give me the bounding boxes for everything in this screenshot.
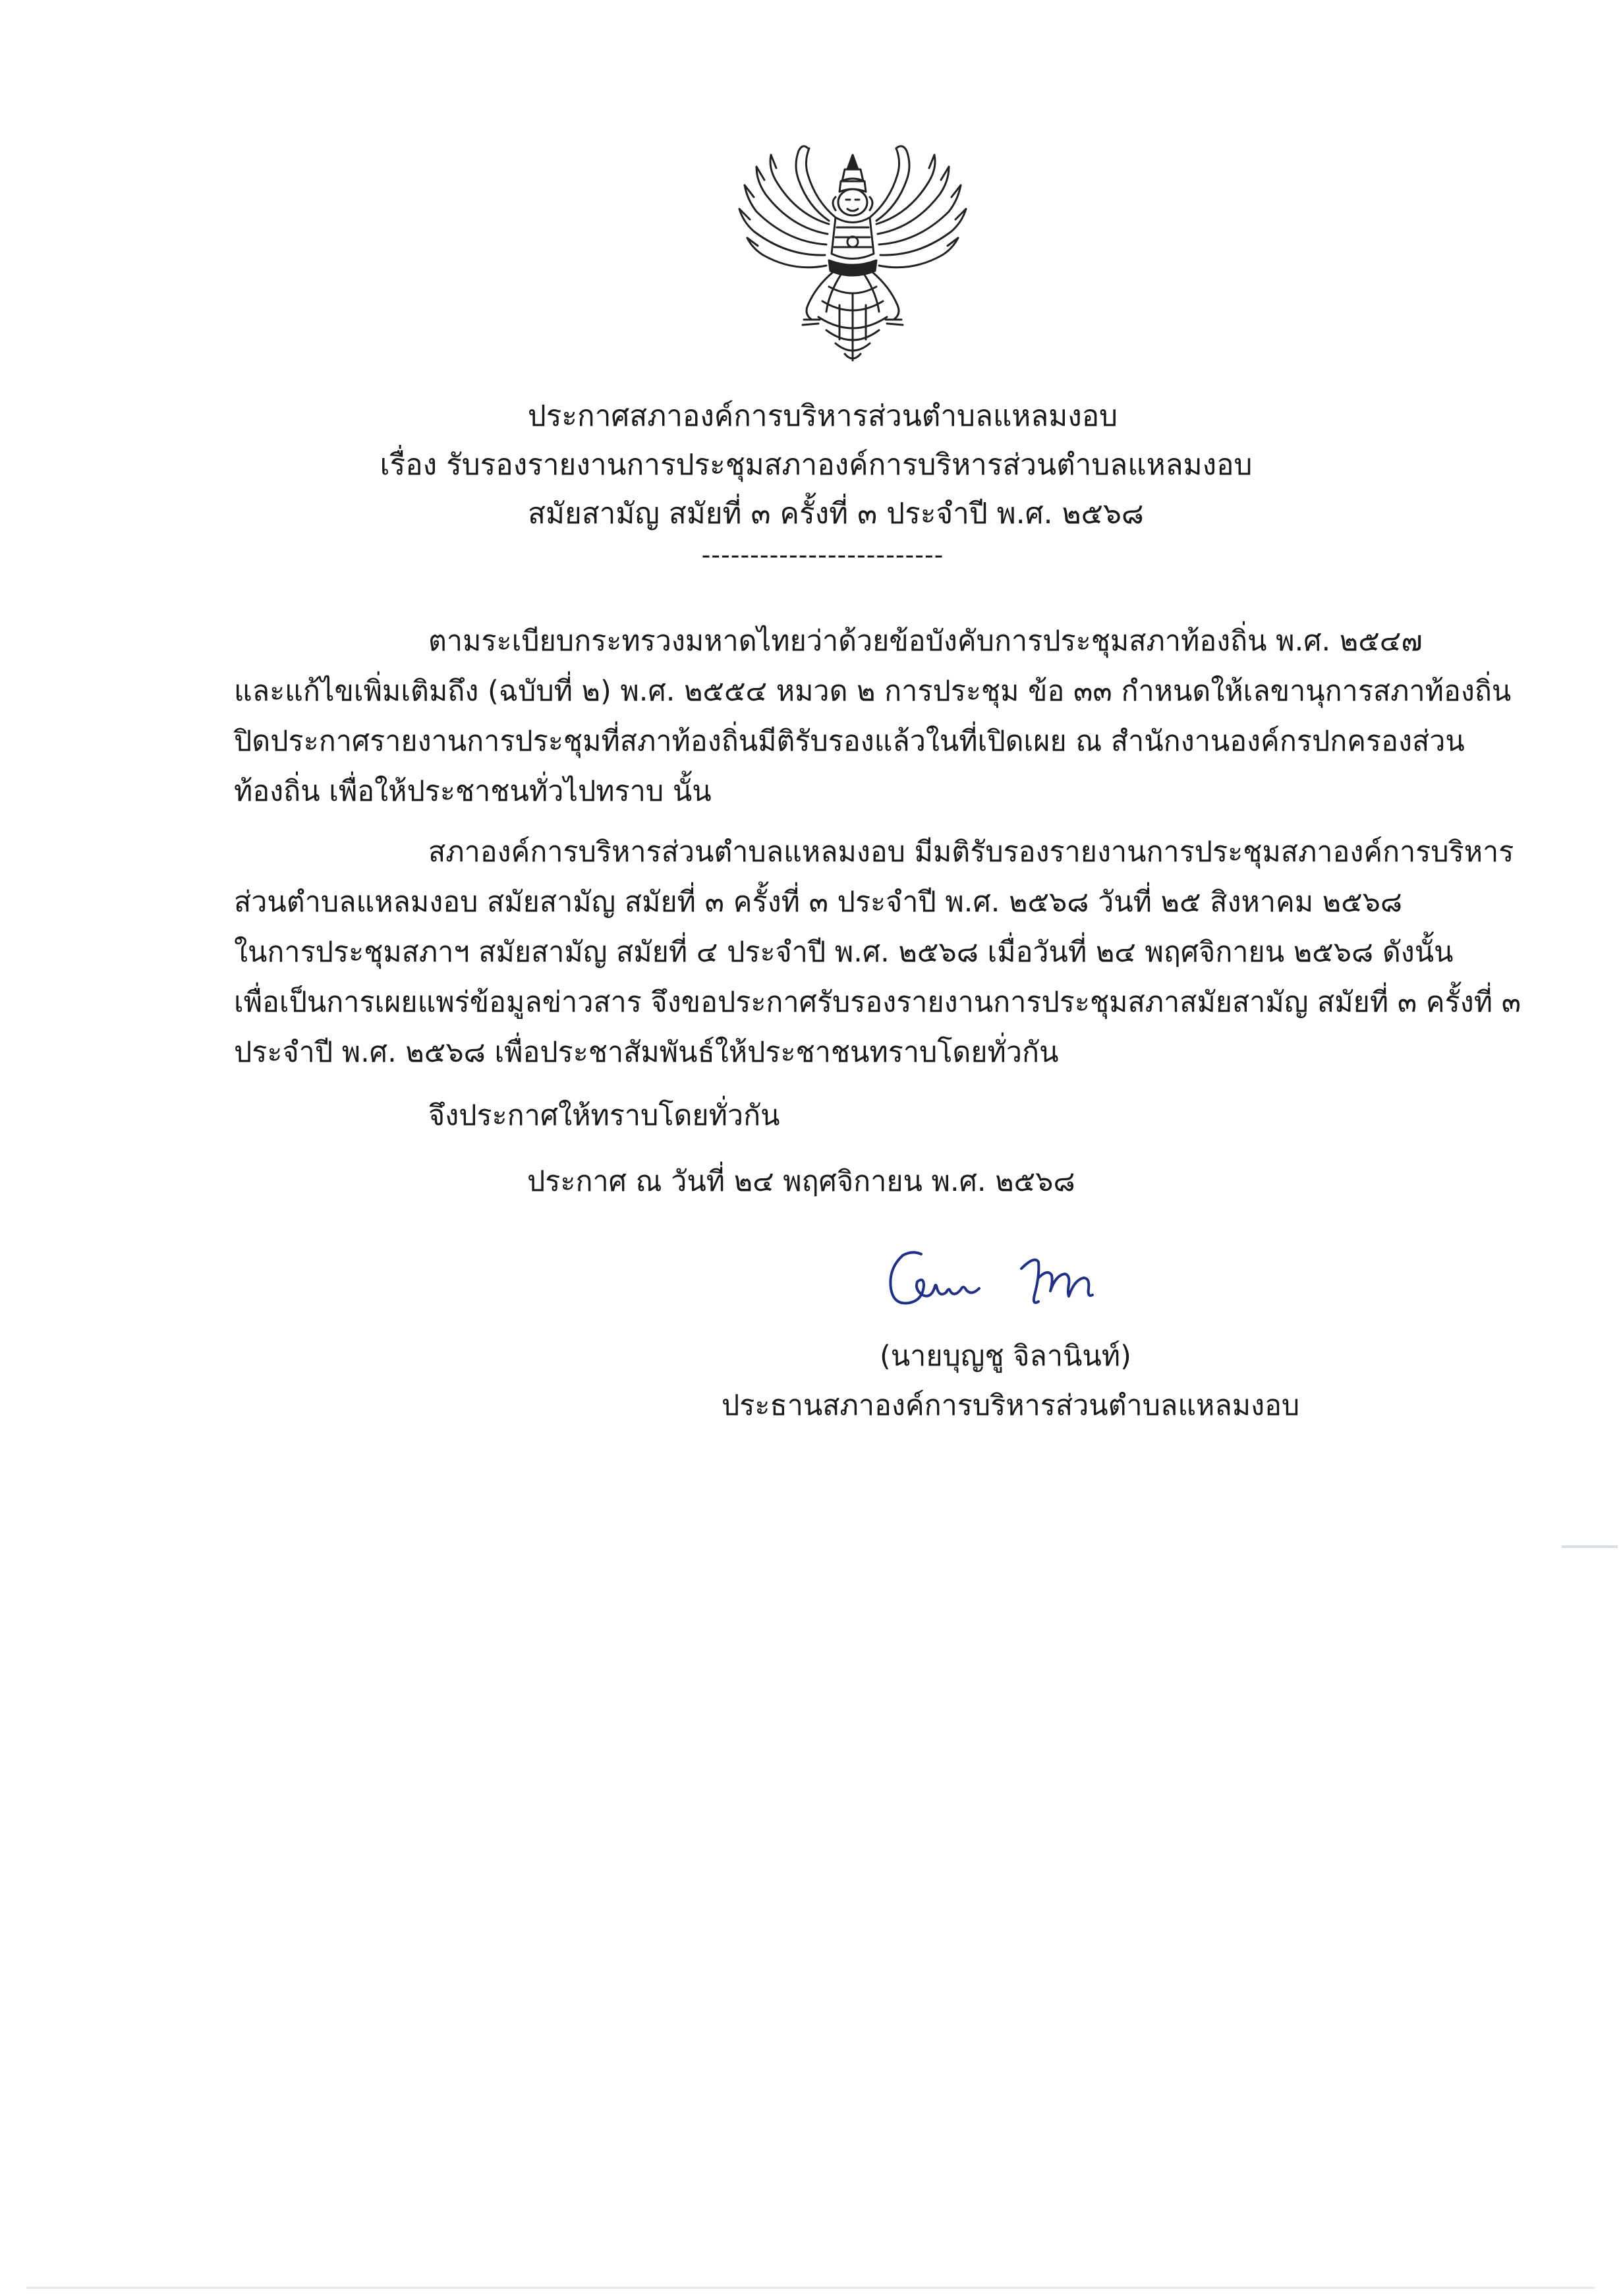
paragraph-line: ปิดประกาศรายงานการประชุมที่สภาท้องถิ่นมีติรับรองแล้วในที่เปิดเผย ณ สำนักงานองค์กรปกครองส่วน <box>234 725 1465 758</box>
paragraph-line: และแก้ไขเพิ่มเติมถึง (ฉบับที่ ๒) พ.ศ. ๒๕๕๔ หมวด ๒ การประชุม ข้อ ๓๓ กำหนดให้เลขานุการสภาท้องถิ่น <box>234 675 1512 708</box>
paragraph-line: สภาองค์การบริหารส่วนตำบลแหลมงอบ มีมติรับรองรายงานการประชุมสภาองค์การบริหาร <box>428 836 1514 869</box>
scan-artifact-bottom <box>26 2287 1595 2289</box>
announcement-date: ประกาศ ณ วันที่ ๒๔ พฤศจิกายน พ.ศ. ๒๕๖๘ <box>527 1165 1075 1198</box>
header-subject: เรื่อง รับรองรายงานการประชุมสภาองค์การบริหารส่วนตำบลแหลมงอบ <box>380 448 1253 482</box>
header-separator: ------------------------- <box>701 540 944 569</box>
body-paragraph-1 <box>234 616 1512 817</box>
paragraph-line: ท้องถิ่น เพื่อให้ประชาชนทั่วไปทราบ นั้น <box>234 775 712 808</box>
signer-title: ประธานสภาองค์การบริหารส่วนตำบลแหลมงอบ <box>722 1389 1300 1422</box>
scan-artifact <box>1562 1545 1618 1548</box>
closing-statement: จึงประกาศให้ทราบโดยทั่วกัน <box>428 1099 780 1132</box>
paragraph-line: ในการประชุมสภาฯ สมัยสามัญ สมัยที่ ๔ ประจำปี พ.ศ. ๒๕๖๘ เมื่อวันที่ ๒๔ พฤศจิกายน ๒๕๖๘ ดังนั้น <box>234 936 1454 969</box>
paragraph-line: ประจำปี พ.ศ. ๒๕๖๘ เพื่อประชาสัมพันธ์ให้ประชาชนทราบโดยทั่วกัน <box>234 1036 1059 1069</box>
paragraph-line: ตามระเบียบกระทรวงมหาดไทยว่าด้วยข้อบังคับการประชุมสภาท้องถิ่น พ.ศ. ๒๕๔๗ <box>428 625 1423 658</box>
paragraph-line: ส่วนตำบลแหลมงอบ สมัยสามัญ สมัยที่ ๓ ครั้งที่ ๓ ประจำปี พ.ศ. ๒๕๖๘ วันที่ ๒๕ สิงหาคม ๒๕๖๘ <box>234 886 1403 919</box>
header-session: สมัยสามัญ สมัยที่ ๓ ครั้งที่ ๓ ประจำปี พ.ศ. ๒๕๖๘ <box>528 497 1144 531</box>
announcement-header <box>0 392 1619 571</box>
signer-name: (นายบุญชู จิลานินท์) <box>880 1340 1131 1373</box>
header-title: ประกาศสภาองค์การบริหารส่วนตำบลแหลมงอบ <box>527 399 1118 433</box>
paragraph-line: เพื่อเป็นการเผยแพร่ข้อมูลข่าวสาร จึงขอประกาศรับรองรายงานการประชุมสภาสมัยสามัญ สมัยที่ ๓ ครั้งที่ ๓ <box>234 986 1521 1019</box>
handwritten-signature-icon <box>883 1242 1120 1321</box>
garuda-emblem-icon <box>730 129 975 374</box>
body-paragraph-2 <box>234 827 1521 1077</box>
